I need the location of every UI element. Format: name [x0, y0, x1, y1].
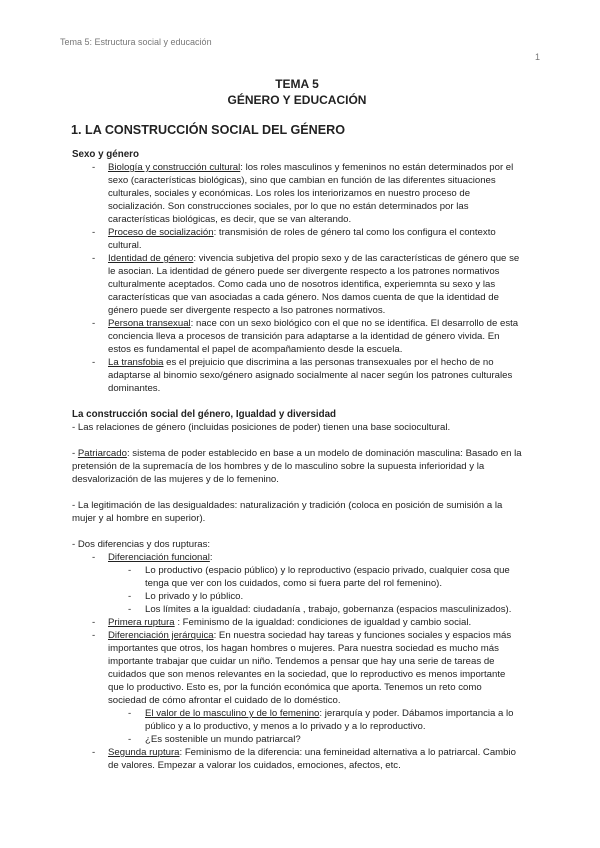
definition: : — [209, 552, 213, 563]
list-item-diferenciacion-jerarquica — [72, 629, 522, 707]
dash: - — [92, 162, 96, 173]
term: El valor de lo masculino y de lo femenino — [145, 708, 320, 719]
definition: : nace con un sexo biológico con el que no se identifica. El desarrollo de esta conciencia lleva a procesos de transición para adaptarse a la identidad de género vivida. En estos es fundamental el papel de acompañamiento desde la escuela. — [108, 318, 519, 355]
paragraph-legitimacion: - La legitimación de las desigualdades: naturalización y tradición (coloca en posición de sumisión a la mujer y al hombre en superior). — [72, 500, 503, 524]
sub-item — [72, 590, 522, 603]
definition: : sistema de poder establecido en base a un modelo de dominación masculina: Basado en la pretensión de la supremacía de los hombres y de lo masculino sobre la supuesta inferioridad y la desvalorización de las mujeres y de lo femenino. — [72, 448, 522, 485]
dash: - — [72, 448, 78, 459]
sub-item-text: Los límites a la igualdad: ciudadanía , trabajo, gobernanza (espacios masculinizados). — [145, 604, 512, 615]
dash: - — [92, 253, 96, 264]
sub-item-valor — [72, 707, 522, 733]
dash: - — [92, 552, 96, 563]
definition: : transmisión de roles de género tal como los configura el contexto cultural. — [108, 227, 496, 251]
term: Diferenciación funcional — [108, 552, 210, 563]
dash: - — [92, 318, 96, 329]
sub-item-text: Lo privado y lo público. — [145, 591, 244, 602]
list-item — [72, 252, 522, 317]
dash: - — [128, 708, 132, 719]
subsection-heading-construccion: La construcción social del género, Igualdad y diversidad — [72, 409, 337, 420]
list-item — [72, 356, 522, 395]
term: Patriarcado — [77, 448, 127, 459]
document-title: TEMA 5 — [275, 77, 319, 91]
dash: - — [128, 565, 132, 576]
definition: : En nuestra sociedad hay tareas y funciones sociales y espacios más importantes que otros, los hagan hombres o mujeres. Para nuestra sociedad es mucho más importante trabajar que cuidar un niño. Tendemos a pensar que hay una serie de tareas de cuidados que son menos relevantes en la sociedad, que lo reproductivo es menos importante que lo productivo. Esto es, por la función económica que aporta. Tenemos un reto como sociedad de cómo afrontar el cuidado de lo doméstico. — [108, 630, 512, 706]
dash: - — [92, 630, 96, 641]
definition: : Feminismo de la diferencia: una femineidad alternativa a lo patriarcal. Cambio de valores. Empezar a valorar los cuidados, emociones, afectos, etc. — [108, 747, 516, 771]
term: Diferenciación jerárquica — [108, 630, 214, 641]
term: Proceso de socialización — [108, 227, 214, 238]
sub-item-text: Lo productivo (espacio público) y lo reproductivo (espacio privado, cualquier cosa que tenga que ver con los cuidados, como si fuera parte del rol femenino). — [145, 565, 510, 589]
dash: - — [92, 747, 96, 758]
dash: - — [128, 734, 132, 745]
list-item — [72, 317, 522, 356]
term: Biología y construcción cultural — [108, 162, 241, 173]
term: Primera ruptura — [108, 617, 175, 628]
list-item — [72, 161, 522, 226]
paragraph-patriarcado — [72, 447, 522, 486]
document-body — [72, 76, 522, 772]
definition: : Feminismo de la igualdad: condiciones de igualdad y cambio social. — [174, 617, 472, 628]
page-number: 1 — [535, 52, 541, 62]
section-heading: 1. LA CONSTRUCCIÓN SOCIAL DEL GÉNERO — [71, 123, 346, 137]
definition: es el prejuicio que discrimina a las personas transexuales por el hecho de no adaptarse al binomio sexo/género asignado socialmente al nacer según los patrones culturales dominantes. — [108, 357, 513, 394]
term: Persona transexual — [108, 318, 191, 329]
sub-item-question — [72, 733, 522, 746]
definition: : vivencia subjetiva del propio sexo y de las características de género que se le asocian. La identidad de género puede ser divergente respecto a los patrones normativos culturalmente aceptados. Como cada uno de nosotros identifica, experiemnta su sexo y las características que van asociadas a cada género. Nos damos cuenta de que la identidad de género puede ser divergente respecto a lso patrones normativos. — [108, 253, 520, 316]
dash: - — [92, 357, 96, 368]
paragraph-diferencias: - Dos diferencias y dos rupturas: — [72, 539, 211, 550]
list-item-primera-ruptura — [72, 616, 522, 629]
dash: - — [128, 604, 132, 615]
subsection-heading-sexo-genero: Sexo y género — [72, 149, 139, 160]
term: Segunda ruptura — [108, 747, 180, 758]
definition: : jerarquía y poder. Dábamos importancia a lo público y a lo productivo, y menos a lo privado y a lo reproductivo. — [145, 708, 514, 732]
list-item — [72, 226, 522, 252]
dash: - — [92, 227, 96, 238]
term: Identidad de género — [108, 253, 194, 264]
running-header: Tema 5: Estructura social y educación — [60, 37, 212, 47]
dash: - — [128, 591, 132, 602]
definition: : los roles masculinos y femeninos no están determinados por el sexo (características biológicas), sino que cambian en función de las diferentes situaciones culturales, sociales y económicas. Los roles los interiorizamos en nuestro proceso de socialización. Son construcciones sociales, por lo que no están determinados por las características biológicas, es decir, que se van alterando. — [108, 162, 514, 225]
paragraph-relaciones: - Las relaciones de género (incluidas posiciones de poder) tienen una base sociocultural. — [72, 422, 451, 433]
definition-list — [72, 161, 522, 395]
sub-item — [72, 603, 522, 616]
list-item-diferenciacion-funcional — [72, 551, 522, 564]
sub-item — [72, 564, 522, 590]
list-item-segunda-ruptura — [72, 746, 522, 772]
sub-item-text: ¿Es sostenible un mundo patriarcal? — [145, 734, 301, 745]
document-subtitle: GÉNERO Y EDUCACIÓN — [227, 93, 367, 107]
dash: - — [92, 617, 96, 628]
term: La transfobia — [108, 357, 164, 368]
